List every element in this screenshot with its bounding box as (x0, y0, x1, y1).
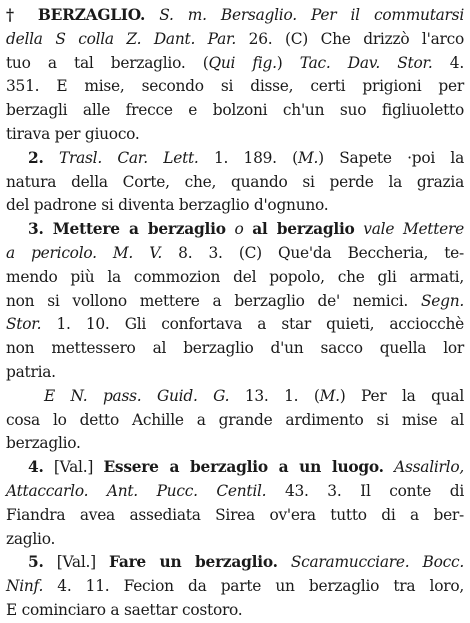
bold-text: 5. (28, 553, 44, 572)
text-line (6, 456, 464, 480)
bold-text: † BERZAGLIO. (6, 6, 146, 24)
text-run: 43. 3. Il conte di (266, 481, 464, 500)
italic-text: o (225, 220, 253, 239)
text-run: 1. 10. Gli confortava a star quieti, acciocchè (41, 315, 464, 334)
text-line (6, 575, 464, 599)
bold-text: Fare un berzaglio. (109, 553, 278, 572)
italic-text: Attaccarlo. Ant. Pucc. Centil. (6, 481, 267, 500)
text-run: zaglio. (6, 529, 56, 548)
italic-text: Assalirlo, (383, 458, 464, 477)
bold-text: Essere a berzaglio a un luogo. (103, 458, 384, 477)
text-run: cosa lo detto Achille a grande ardimento si mise al (6, 410, 464, 429)
italic-text: Tac. Dav. Stor. (299, 53, 433, 72)
text-line (6, 337, 464, 361)
text-run: 13. 1. ( (229, 386, 320, 405)
text-line (6, 171, 464, 195)
bold-text: 3. Mettere a berzaglio (28, 220, 226, 239)
text-run: ) (276, 53, 300, 72)
text-run: natura della Corte, che, quando si perde la grazia (6, 172, 464, 191)
text-line (6, 75, 464, 99)
italic-text: Segn. (420, 291, 464, 310)
text-run: 4. (432, 53, 464, 72)
italic-text: M. (297, 148, 319, 167)
text-run: E cominciaro a saettar costoro. (6, 600, 243, 619)
bold-text: 4. (28, 458, 44, 477)
text-line (6, 28, 464, 52)
text-run: Fiandra avea assediata Sirea ov'era tutto di a ber- (6, 505, 464, 524)
text-run: berzaglio. (6, 434, 81, 453)
text-line (6, 409, 464, 433)
text-line (6, 385, 464, 409)
text-line (6, 551, 464, 575)
text-line (6, 432, 464, 456)
bold-text: al berzaglio (252, 220, 355, 239)
text-line (6, 313, 464, 337)
text-line (6, 218, 464, 242)
italic-text: vale Mettere (354, 220, 464, 239)
text-line (6, 290, 464, 314)
italic-text: M. (319, 386, 340, 405)
text-line (6, 147, 464, 171)
text-line (6, 123, 464, 147)
text-line (6, 99, 464, 123)
text-run: non si vollono mettere a berzaglio de' nemici. (6, 291, 421, 310)
text-line (6, 599, 464, 623)
text-line (6, 242, 464, 266)
text-run: [Val.] (43, 553, 110, 572)
text-run: non mettessero al berzaglio d'un sacco quella lor (6, 339, 464, 358)
bold-text: 2. (28, 148, 44, 167)
italic-text: a pericolo. M. V. (6, 243, 163, 262)
text-line (6, 504, 464, 528)
text-line (6, 266, 464, 290)
dictionary-entry (6, 4, 464, 623)
text-run: tirava per giuoco. (6, 124, 140, 143)
text-run: ) Per la qual (339, 386, 464, 405)
italic-text: E N. pass. Guid. G. (44, 386, 230, 405)
text-line (6, 361, 464, 385)
text-run: ) Sapete ·poi la (318, 148, 465, 167)
italic-text: della S colla Z. Dant. Par. (6, 29, 237, 48)
text-run: berzagli alle frecce e bolzoni ch'un suo figliuoletto (6, 101, 464, 120)
text-line (6, 4, 464, 28)
italic-text: Trasl. Car. Lett. (43, 148, 199, 167)
italic-text: Scaramucciare. Bocc. (277, 553, 464, 572)
text-run: 351. E mise, secondo si disse, certi prigioni per (6, 77, 464, 96)
text-run: 26. (C) Che drizzò l'arco (236, 29, 464, 48)
text-run: [Val.] (43, 458, 104, 477)
text-run: del padrone si diventa berzaglio d'ognuno. (6, 196, 329, 215)
text-run: 1. 189. ( (198, 148, 298, 167)
italic-text: Qui fig. (208, 53, 277, 72)
text-run: patria. (6, 362, 56, 381)
text-run: mendo più la commozion del popolo, che gli armati, (6, 267, 464, 286)
text-run: 8. 3. (C) Que'da Beccheria, te- (162, 243, 464, 262)
italic-text: Stor. (6, 315, 42, 334)
text-line (6, 480, 464, 504)
italic-text: S. m. Bersaglio. Per il commutarsi (145, 6, 464, 24)
text-line (6, 528, 464, 552)
text-run: 4. 11. Fecion da parte un berzaglio tra loro, (43, 577, 464, 596)
italic-text: Ninf. (6, 577, 44, 596)
text-line (6, 52, 464, 76)
text-line (6, 194, 464, 218)
text-run: tuo a tal berzaglio. ( (6, 53, 209, 72)
